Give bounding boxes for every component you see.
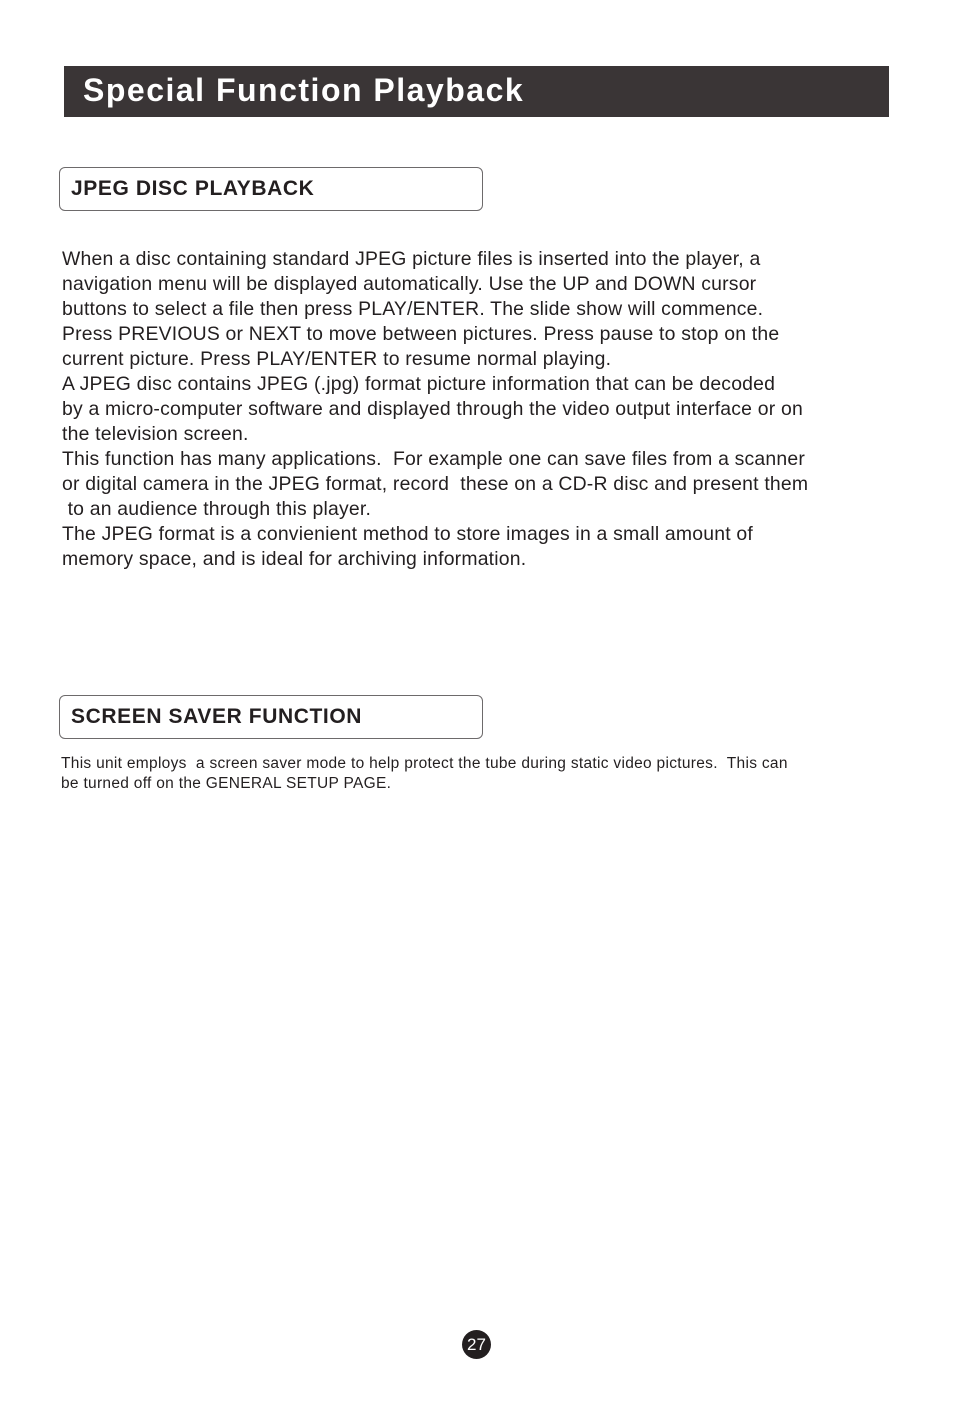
jpeg-text-line: to an audience through this player. bbox=[62, 498, 372, 520]
jpeg-body-text bbox=[62, 247, 912, 572]
jpeg-text-line: When a disc containing standard JPEG picture files is inserted into the player, a bbox=[62, 248, 761, 270]
section-heading-screen-saver bbox=[59, 695, 483, 739]
jpeg-text-line: The JPEG format is a convienient method to store images in a small amount of bbox=[62, 523, 753, 545]
jpeg-text-line: current picture. Press PLAY/ENTER to resume normal playing. bbox=[62, 348, 612, 370]
screen-saver-text-line: This unit employs a screen saver mode to help protect the tube during static video pictures. This can bbox=[61, 755, 788, 772]
jpeg-text-line: Press PREVIOUS or NEXT to move between pictures. Press pause to stop on the bbox=[62, 323, 780, 345]
screen-saver-text-line: be turned off on the GENERAL SETUP PAGE. bbox=[61, 775, 392, 792]
jpeg-heading-label: JPEG DISC PLAYBACK bbox=[71, 177, 315, 200]
jpeg-text-line: buttons to select a file then press PLAY/ENTER. The slide show will commence. bbox=[62, 298, 764, 320]
jpeg-text-line: This function has many applications. For example one can save files from a scanner bbox=[62, 448, 806, 470]
page-number-badge: 27 bbox=[462, 1330, 491, 1359]
jpeg-text-line: navigation menu will be displayed automatically. Use the UP and DOWN cursor bbox=[62, 273, 757, 295]
jpeg-text-line: by a micro-computer software and displayed through the video output interface or on bbox=[62, 398, 803, 420]
section-heading-jpeg bbox=[59, 167, 483, 211]
page-title-bar bbox=[64, 66, 889, 117]
screen-saver-heading-label: SCREEN SAVER FUNCTION bbox=[71, 705, 363, 728]
jpeg-text-line: the television screen. bbox=[62, 423, 249, 445]
page-title: Special Function Playback bbox=[83, 72, 525, 108]
jpeg-text-line: A JPEG disc contains JPEG (.jpg) format picture information that can be decoded bbox=[62, 373, 776, 395]
screen-saver-body-text bbox=[61, 754, 921, 794]
jpeg-text-line: or digital camera in the JPEG format, record these on a CD-R disc and present them bbox=[62, 473, 809, 495]
jpeg-text-line: memory space, and is ideal for archiving information. bbox=[62, 548, 527, 570]
